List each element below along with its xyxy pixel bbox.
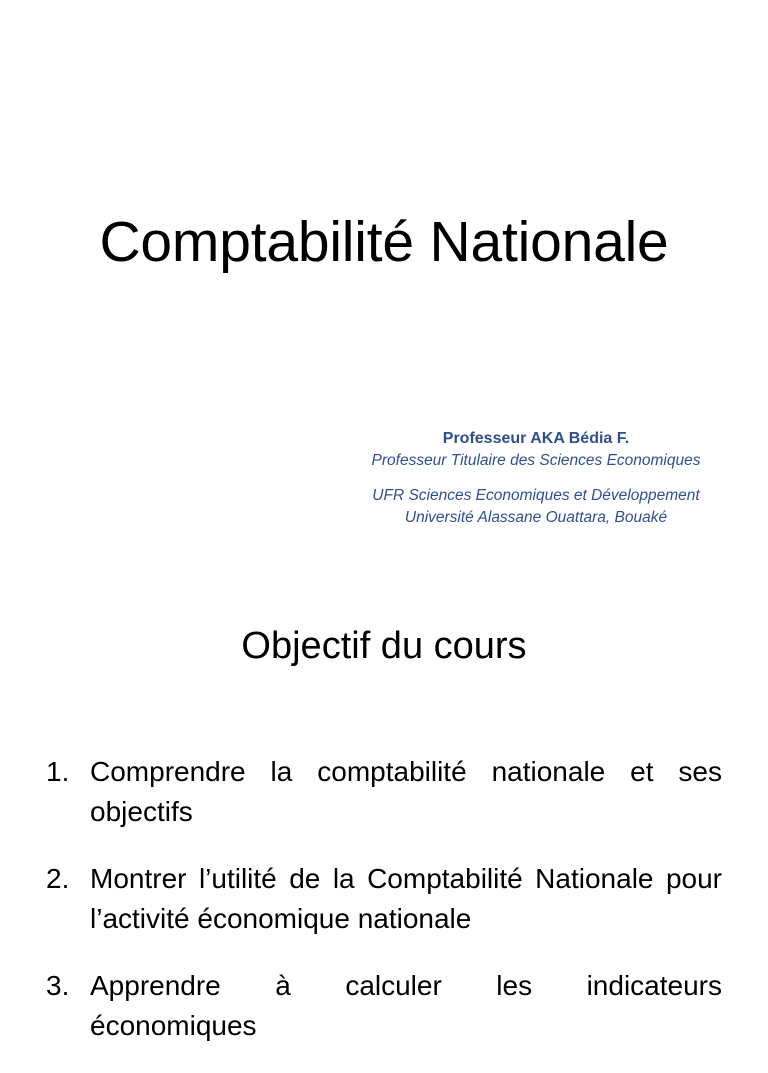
objective-item-3 bbox=[46, 966, 722, 1046]
author-block bbox=[344, 428, 728, 529]
author-department: UFR Sciences Economiques et Développement bbox=[372, 487, 700, 504]
objective-text: Comprendre la comptabilité nationale et ses objectifs bbox=[90, 756, 722, 827]
objective-number: 2. bbox=[46, 863, 70, 894]
objectives-slide bbox=[0, 588, 768, 1041]
objective-item-2 bbox=[46, 859, 722, 939]
objective-text: Apprendre à calculer les indicateurs bbox=[90, 970, 722, 1001]
author-university: Université Alassane Ouattara, Bouaké bbox=[404, 509, 668, 526]
objective-text: Montrer l’utilité de la Comptabilité Nationale pour l’activité économique nationale bbox=[90, 863, 722, 934]
objective-number: 3. bbox=[46, 970, 70, 1001]
objective-text-continuation: économiques bbox=[90, 1010, 257, 1041]
objective-item-1 bbox=[46, 752, 722, 832]
author-spacer bbox=[344, 472, 728, 485]
objectives-list bbox=[46, 752, 722, 1073]
presentation-title: Comptabilité Nationale bbox=[99, 210, 669, 274]
section-title: Objectif du cours bbox=[241, 625, 527, 667]
author-position: Professeur Titulaire des Sciences Economiques bbox=[371, 452, 701, 469]
author-name: Professeur AKA Bédia F. bbox=[442, 430, 630, 447]
objective-number: 1. bbox=[46, 756, 70, 787]
